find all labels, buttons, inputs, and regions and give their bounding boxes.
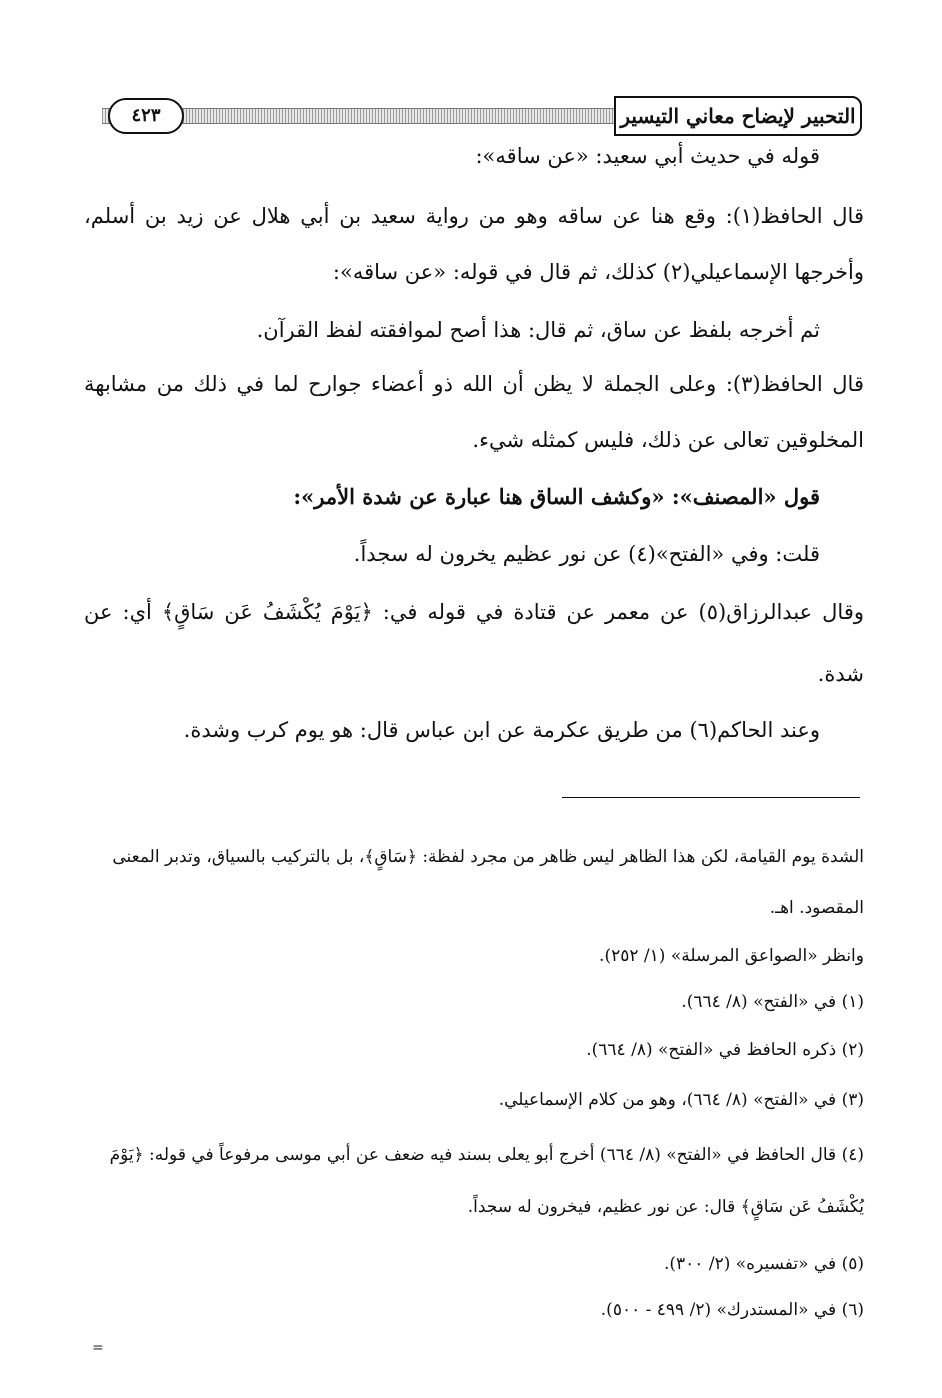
page-number: ٤٢٣ [108,98,184,134]
footnote-line: المقصود. اهـ. [769,898,864,918]
text-line: ثم أخرجه بلفظ عن ساق، ثم قال: هذا أصح لموافقته لفظ القرآن. [256,318,820,342]
text-line: وقال عبدالرزاق(٥) عن معمر عن قتادة في قوله في: ﴿يَوْمَ يُكْشَفُ عَن سَاقٍ﴾ أي: عن [84,600,864,624]
footnote-line: (٣) في «الفتح» (٨/ ٦٦٤)، وهو من كلام الإسماعيلي. [498,1090,864,1110]
book-title: التحبير لإيضاح معاني التيسير [614,96,862,136]
text-line: وعند الحاكم(٦) من طريق عكرمة عن ابن عباس قال: هو يوم كرب وشدة. [183,718,820,742]
footnote-line: يُكْشَفُ عَن سَاقٍ﴾ قال: عن نور عظيم، فيخرون له سجداً. [467,1197,864,1217]
text-line: وأخرجها الإسماعيلي(٢) كذلك، ثم قال في قوله: «عن ساقه»: [332,260,864,284]
footnote-line: (١) في «الفتح» (٨/ ٦٦٤). [681,992,864,1012]
footnote-line: وانظر «الصواعق المرسلة» (١/ ٢٥٢). [599,946,864,966]
text-line: قال الحافظ(٣): وعلى الجملة لا يظن أن الله ذو أعضاء جوارح لما في ذلك من مشابهة [84,372,864,396]
footnote-line: (٢) ذكره الحافظ في «الفتح» (٨/ ٦٦٤). [586,1040,864,1060]
footnote-line: (٥) في «تفسيره» (٢/ ٣٠٠). [663,1254,864,1274]
footnote-line: (٦) في «المستدرك» (٢/ ٤٩٩ - ٥٠٠). [600,1300,864,1320]
text-line: قوله في حديث أبي سعيد: «عن ساقه»: [475,144,820,168]
text-line: المخلوقين تعالى عن ذلك، فليس كمثله شيء. [472,428,864,452]
text-line: قلت: وفي «الفتح»(٤) عن نور عظيم يخرون له سجداً. [353,542,820,566]
footnote-line: (٤) قال الحافظ في «الفتح» (٨/ ٦٦٤) أخرج أبو يعلى بسند فيه ضعف عن أبي موسى مرفوعاً في قوله: ﴿يَوْمَ [109,1145,864,1165]
running-header [88,96,862,136]
footnote-divider [562,797,860,798]
text-line: شدة. [817,662,864,686]
footer-mark: = [92,1340,104,1356]
text-line: قول «المصنف»: «وكشف الساق هنا عبارة عن شدة الأمر»: [293,484,820,509]
footnote-line: الشدة يوم القيامة، لكن هذا الظاهر ليس ظاهر من مجرد لفظة: ﴿سَاقٍ﴾، بل بالتركيب بالسياق، وتدبر المعنى [112,847,864,867]
text-line: قال الحافظ(١): وقع هنا عن ساقه وهو من رواية سعيد بن أبي هلال عن زيد بن أسلم، [84,204,864,228]
